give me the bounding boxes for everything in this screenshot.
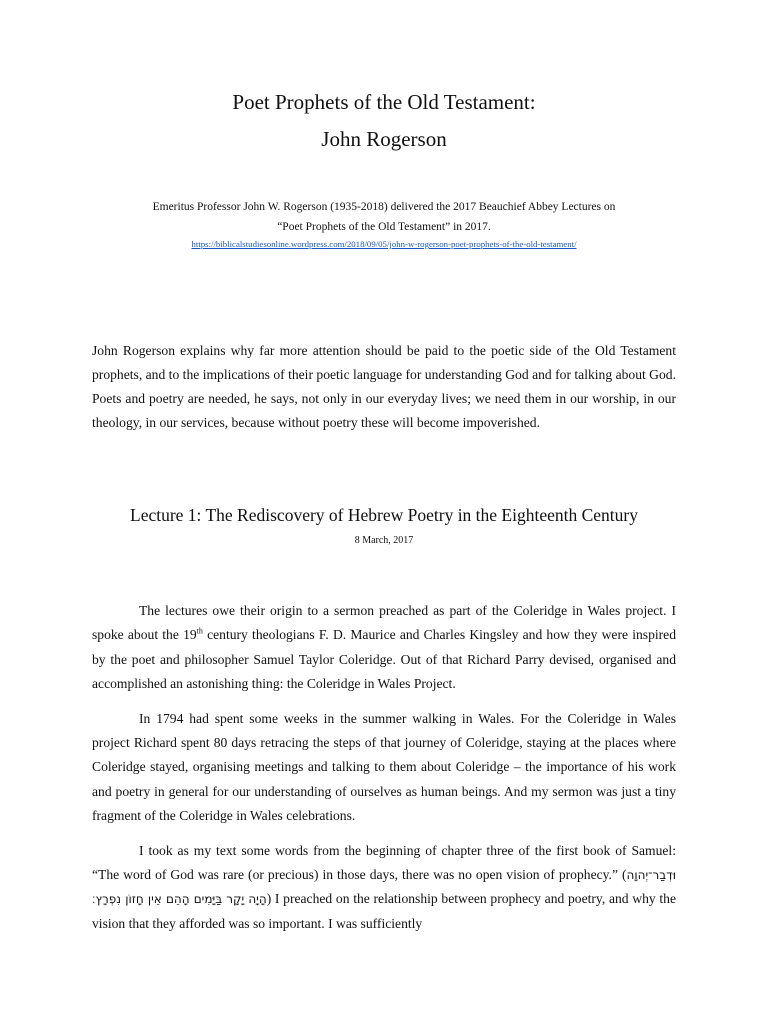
summary-text: John Rogerson explains why far more attention should be paid to the poetic side of the Old Testament prophets, and to the implications of their poetic language for understanding God and for talking about God. Poets and poetry are needed, he says, not only in our everyday lives; we need them in our worship, in our theology, in our services, because without poetry these will become impoverished. [92,343,676,430]
hebrew-quotation: וּדְבַר־יְהוָה הָיָה יָקָר בַּיָּמִים הָהֵם אֵין חָזוֹן נִפְרָץ׃ [92,868,676,907]
lecture-body [92,599,676,946]
body-paragraph-1-part-a: The lectures owe their origin to a sermon preached as part of the Coleridge in Wales project. I spoke about the 19 [92,603,676,643]
ordinal-suffix: th [196,626,203,636]
intro-block [0,197,768,250]
lecture-date: 8 March, 2017 [354,535,414,546]
document-title: Poet Prophets of the Old Testament: [232,90,536,114]
intro-line-1: Emeritus Professor John W. Rogerson (1935-2018) delivered the 2017 Beauchief Abbey Lectures on [152,201,616,213]
intro-line-2: “Poet Prophets of the Old Testament” in 2017. [277,221,491,233]
document-author-title: John Rogerson [321,127,447,151]
body-paragraph-1 [92,599,676,697]
lecture-heading: Lecture 1: The Rediscovery of Hebrew Poetry in the Eighteenth Century [130,505,638,525]
source-link[interactable]: https://biblicalstudiesonline.wordpress.com/2018/09/05/john-w-rogerson-poet-prophets-of-the-old-testament/ [191,239,577,249]
body-paragraph-3-part-b: ) I preached on the relationship between prophecy and poetry, and why the vision that they afforded was so important. I was sufficiently [92,891,676,931]
body-paragraph-1-part-b: century theologians F. D. Maurice and Charles Kingsley and how they were inspired by the poet and philosopher Samuel Taylor Coleridge. Out of that Richard Parry devised, organised and accomplished an astonishing thing: the Coleridge in Wales Project. [92,627,676,692]
body-paragraph-3-part-a: I took as my text some words from the beginning of chapter three of the first book of Samuel: “The word of God was rare (or precious) in those days, there was no open vision of prophecy.” ( [92,842,676,883]
body-paragraph-2: In 1794 had spent some weeks in the summer walking in Wales. For the Coleridge in Wales project Richard spent 80 days retracing the steps of that journey of Coleridge, staying at the places where Coleridge stayed, organising meetings and talking to them about Coleridge – the importance of his work and poetry in general for our understanding of ourselves as human beings. And my sermon was just a tiny fragment of the Coleridge in Wales celebrations. [92,710,676,824]
body-paragraph-3 [92,839,676,937]
summary-paragraph [92,339,676,435]
